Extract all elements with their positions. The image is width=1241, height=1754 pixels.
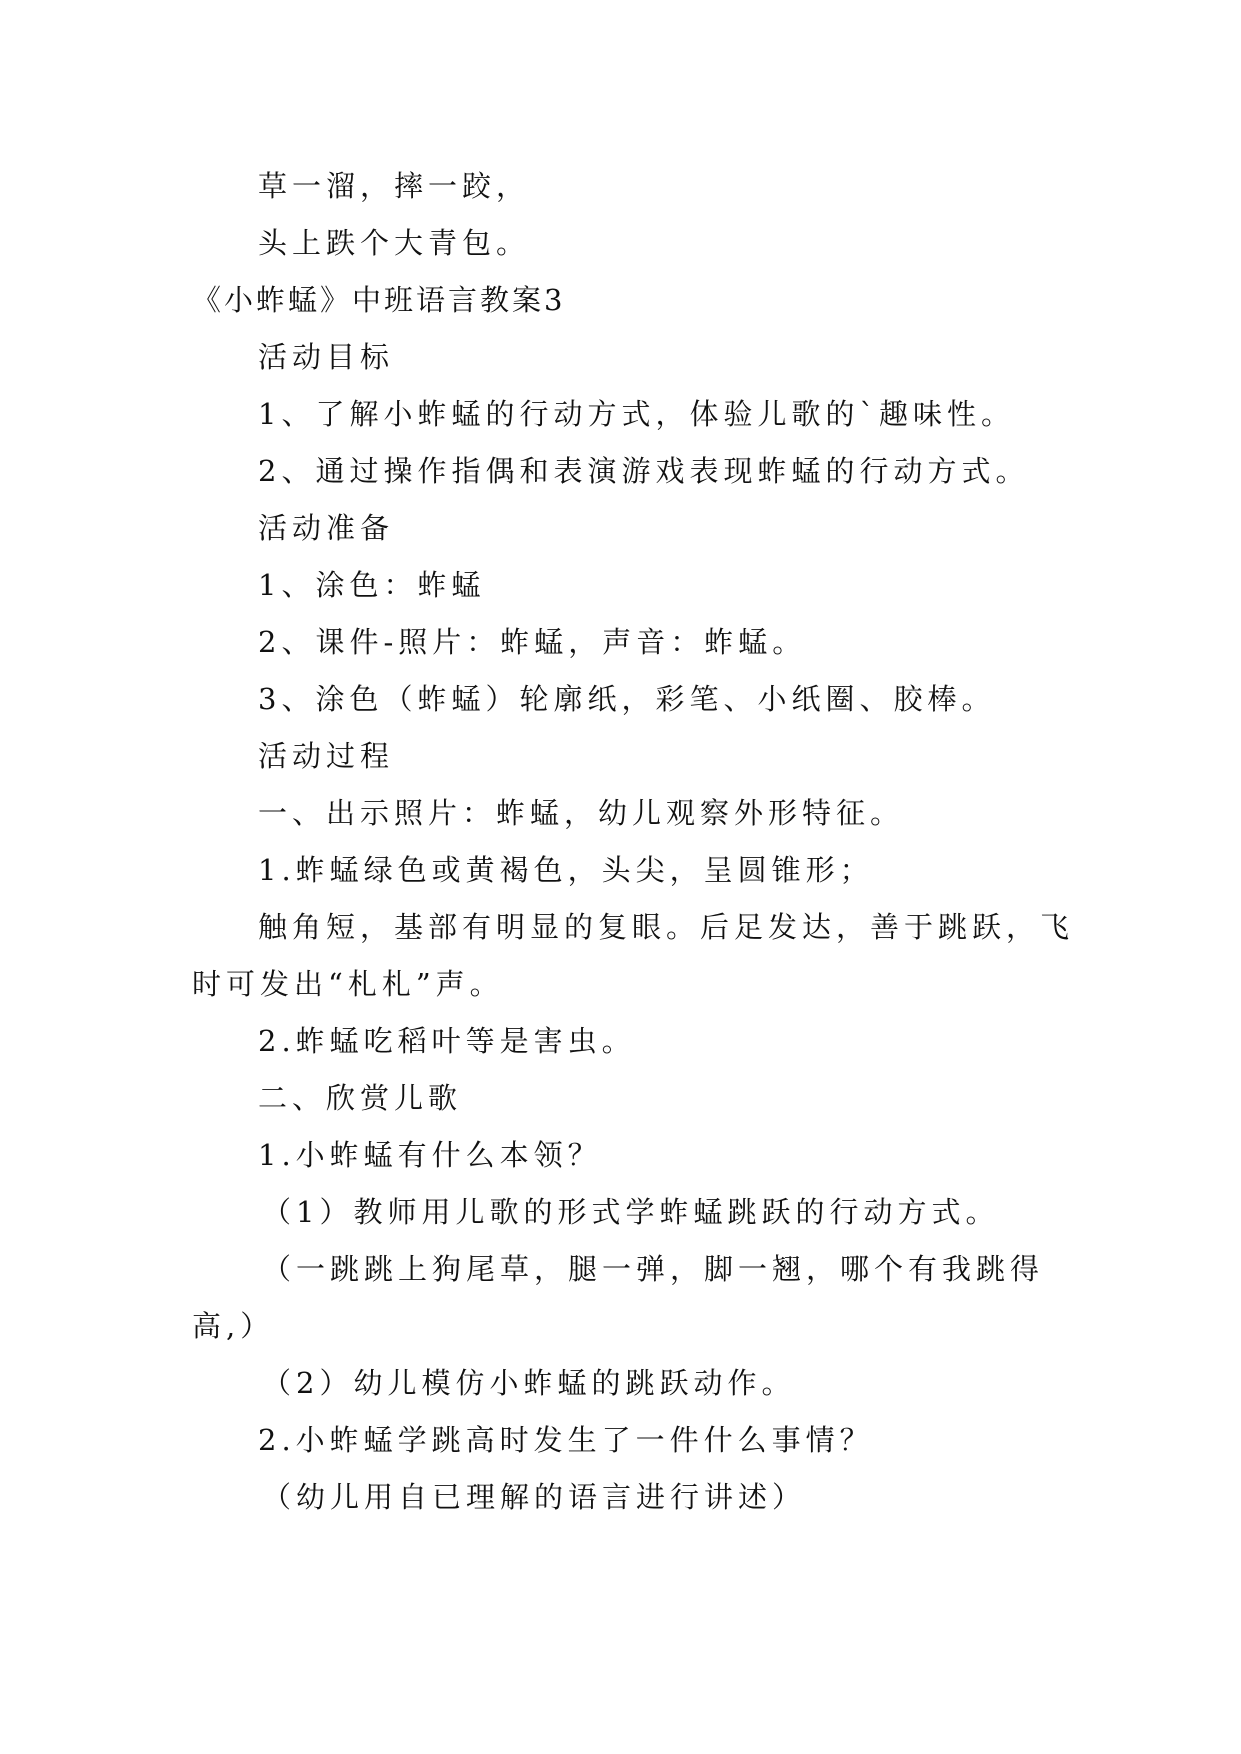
preparation-item-2: 2、课件-照片：蚱蜢，声音：蚱蜢。 — [258, 625, 807, 659]
preparation-item-3: 3、涂色（蚱蜢）轮廓纸，彩笔、小纸圈、胶棒。 — [258, 682, 996, 716]
process-point-2: 2.蚱蜢吃稻叶等是害虫。 — [258, 1024, 636, 1058]
subpoint-2: （2）幼儿模仿小蚱蜢的跳跃动作。 — [262, 1366, 796, 1400]
subpoint-1: （1）教师用儿歌的形式学蚱蜢跳跃的行动方式。 — [262, 1195, 1000, 1229]
question-1: 1.小蚱蜢有什么本领？ — [258, 1138, 602, 1172]
question-2: 2.小蚱蜢学跳高时发生了一件什么事情？ — [258, 1423, 874, 1457]
process-step-1: 一、出示照片：蚱蜢，幼儿观察外形特征。 — [258, 796, 905, 830]
subpoint-quote: （一跳跳上狗尾草，腿一弹，脚一翘，哪个有我跳得 — [262, 1252, 1045, 1286]
process-step-2: 二、欣赏儿歌 — [258, 1081, 463, 1115]
heading-activity-process: 活动过程 — [258, 739, 395, 773]
question-2-note: （幼儿用自已理解的语言进行讲述） — [262, 1480, 807, 1514]
heading-activity-preparation: 活动准备 — [258, 511, 395, 545]
section-title: 《小蚱蜢》中班语言教案3 — [192, 283, 566, 317]
preparation-item-1: 1、涂色：蚱蜢 — [258, 568, 486, 602]
heading-activity-goals: 活动目标 — [258, 340, 395, 374]
paragraph-line: 触角短，基部有明显的复眼。后足发达，善于跳跃，飞 — [258, 910, 1075, 944]
subpoint-quote-continued: 高,） — [192, 1309, 275, 1343]
goal-item-1: 1、了解小蚱蜢的行动方式，体验儿歌的`趣味性。 — [258, 397, 1015, 431]
paragraph-line-continued: 时可发出“札札”声。 — [192, 967, 504, 1001]
poem-line-2: 头上跌个大青包。 — [258, 226, 531, 260]
goal-item-2: 2、通过操作指偶和表演游戏表现蚱蜢的行动方式。 — [258, 454, 1030, 488]
poem-line-1: 草一溜，摔一跤， — [258, 169, 531, 203]
process-point-1: 1.蚱蜢绿色或黄褐色，头尖，呈圆锥形； — [258, 853, 874, 887]
